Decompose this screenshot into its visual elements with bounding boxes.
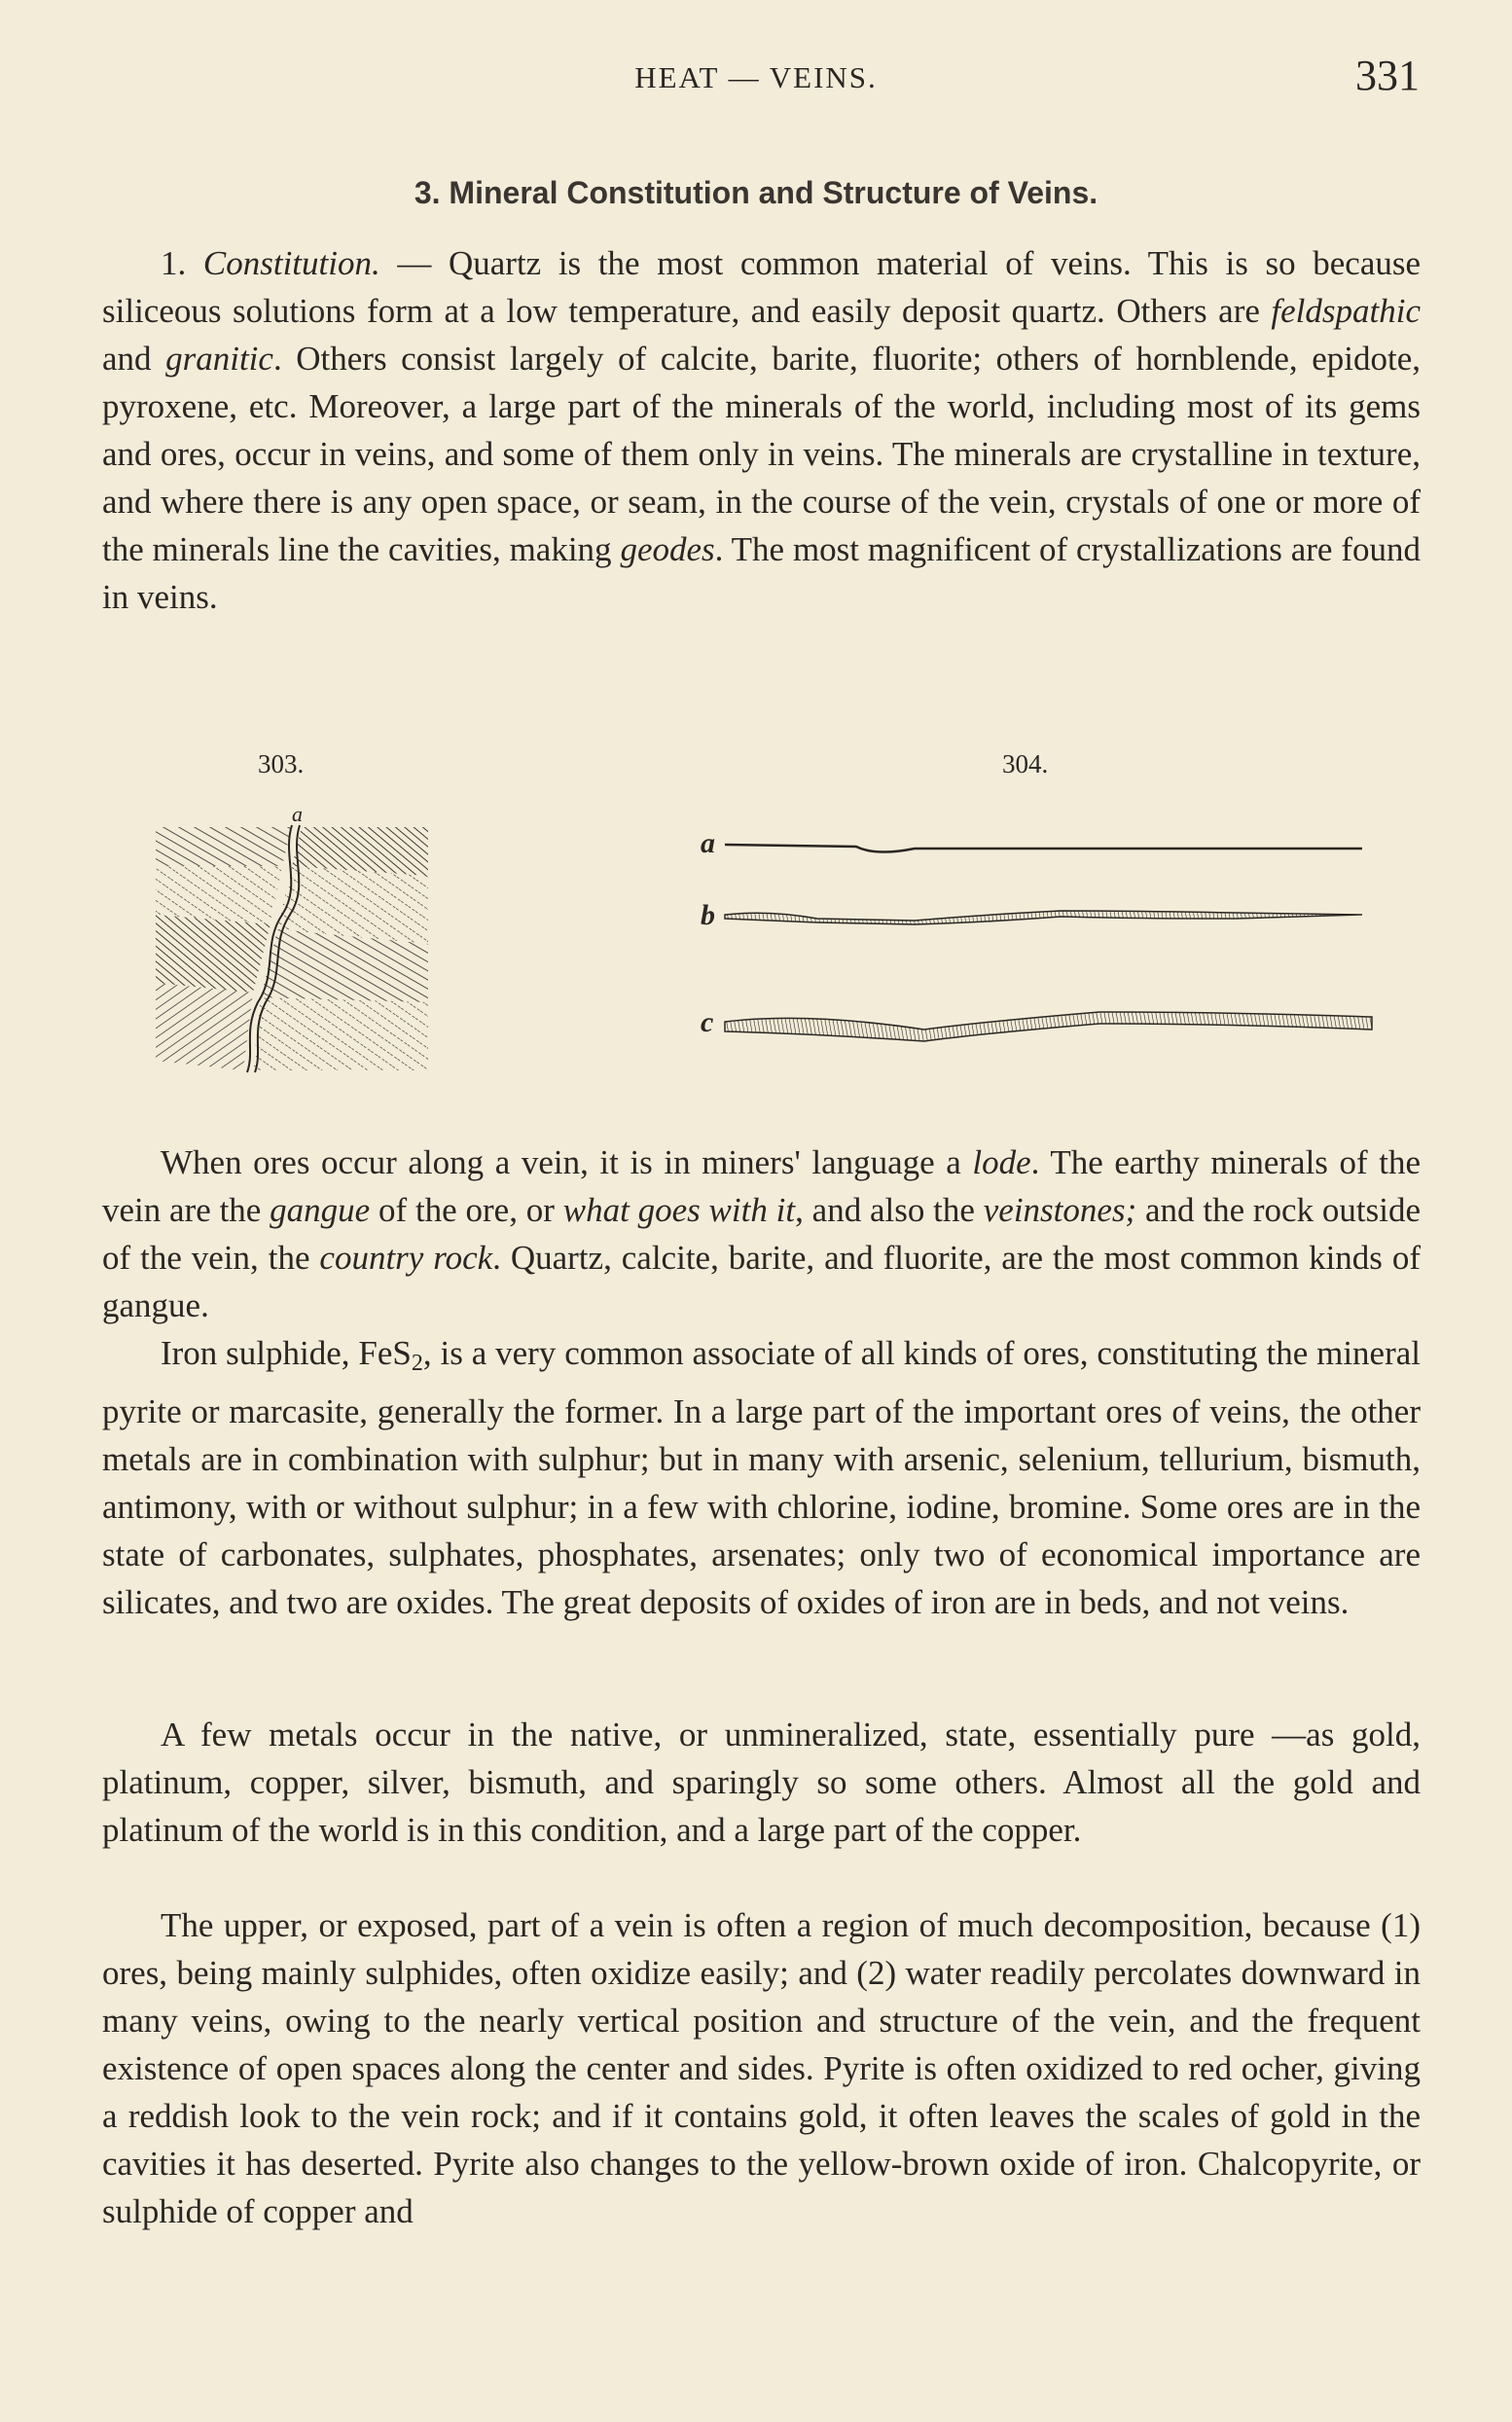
figure-303-illustration — [146, 808, 438, 1080]
page-number: 331 — [1355, 52, 1420, 99]
term-veinstones: veinstones; — [983, 1191, 1137, 1229]
figure-304-illustration — [691, 817, 1382, 1051]
text-run: A few metals occur in the native, or unmineralized, state, essentially pure —as gold, platinum, copper, silver, bismuth, and sparingly so some others. Almost all the gold and platinum of the world is in this condition, and a large part of the copper. — [102, 1716, 1421, 1849]
text-run: When ores occur along a vein, it is in miners' language a — [161, 1143, 973, 1181]
running-head — [0, 51, 1512, 109]
figure-304-label-b: b — [701, 899, 715, 931]
text-run: and — [102, 340, 166, 378]
paragraph-iron-sulphide — [102, 1329, 1421, 1626]
text-run: — Quartz is the most common material of veins. This is so because siliceous solutions form at a low temperature, and easily deposit quartz. Others are — [102, 244, 1422, 330]
text-run: of the ore, or — [370, 1191, 563, 1229]
figure-304 — [691, 817, 1382, 1051]
running-title: HEAT — VEINS. — [634, 60, 878, 94]
term-geodes: geodes — [620, 530, 715, 568]
text-run: . The most magnificent of crystallizations are found in veins. — [102, 530, 1422, 616]
term-country-rock: country rock — [319, 1239, 493, 1277]
text-run: Iron sulphide, FeS — [161, 1334, 412, 1372]
figure-303 — [146, 808, 438, 1080]
figure-304-label-c: c — [701, 1006, 714, 1038]
lead-title: Constitution. — [202, 244, 380, 282]
term-gangue: gangue — [270, 1191, 371, 1229]
text-run: . Others consist largely of calcite, barite, fluorite; others of hornblende, epidote, pyroxene, etc. Moreover, a large part of the minerals of the world, including most of its gems and ores, occur in veins, and some of them only in veins. The minerals are crystalline in texture, and where there is any open space, or seam, in the course of the vein, crystals of one or more of the minerals line the cavities, making — [102, 340, 1421, 568]
term-granitic: granitic — [165, 340, 273, 378]
paragraph-lode — [102, 1139, 1421, 1329]
paragraph-native-metals — [102, 1711, 1421, 1854]
section-heading: 3. Mineral Constitution and Structure of Veins. — [414, 175, 1098, 210]
figure-304-number: 304. — [1002, 749, 1049, 778]
subscript: 2 — [411, 1351, 423, 1376]
paragraph-constitution — [102, 239, 1421, 621]
term-lode: lode — [972, 1143, 1031, 1181]
figure-303-number: 303. — [258, 749, 305, 778]
text-run: , and also the — [795, 1191, 984, 1229]
text-run: The upper, or exposed, part of a vein is often a region of much decomposition, because (1) ores, being mainly sulphides, often oxidize easily; and (2) water readily percolates downward in many veins, owing to the nearly vertical position and structure of the vein, and the frequent existence of open spaces along the center and sides. Pyrite is often oxidized to red ocher, giving a reddish look to the vein rock; and if it contains gold, it often leaves the scales of gold in the cavities it has deserted. Pyrite also changes to the yellow-brown oxide of iron. Chalcopyrite, or sulphide of copper and — [102, 1906, 1421, 2230]
lead-number: 1. — [161, 244, 187, 282]
text-run: . Quartz, calcite, barite, and fluorite, are the most common kinds of gangue. — [102, 1239, 1421, 1324]
text-run: , is a very common associate of all kinds of ores, constituting the mineral pyrite or marcasite, generally the former. In a large part of the important ores of veins, the other metals are in combination with sulphur; but in many with arsenic, selenium, tellurium, bismuth, antimony, with or without sulphur; in a few with chlorine, iodine, bromine. Some ores are in the state of carbonates, sulphates, phosphates, arsenates; only two of economical importance are silicates, and two are oxides. The great deposits of oxides of iron are in beds, and not veins. — [102, 1334, 1421, 1621]
paragraph-decomposition — [102, 1901, 1421, 2235]
figure-303-label-a: a — [292, 808, 303, 826]
text-run: and the rock outside of the vein, the — [102, 1191, 1421, 1277]
figure-304-label-a: a — [701, 827, 715, 859]
term-feldspathic: feldspathic — [1271, 292, 1421, 330]
term-what-goes-with-it: what goes with it — [562, 1191, 796, 1229]
text-run: . The earthy minerals of the vein are the — [102, 1143, 1421, 1229]
